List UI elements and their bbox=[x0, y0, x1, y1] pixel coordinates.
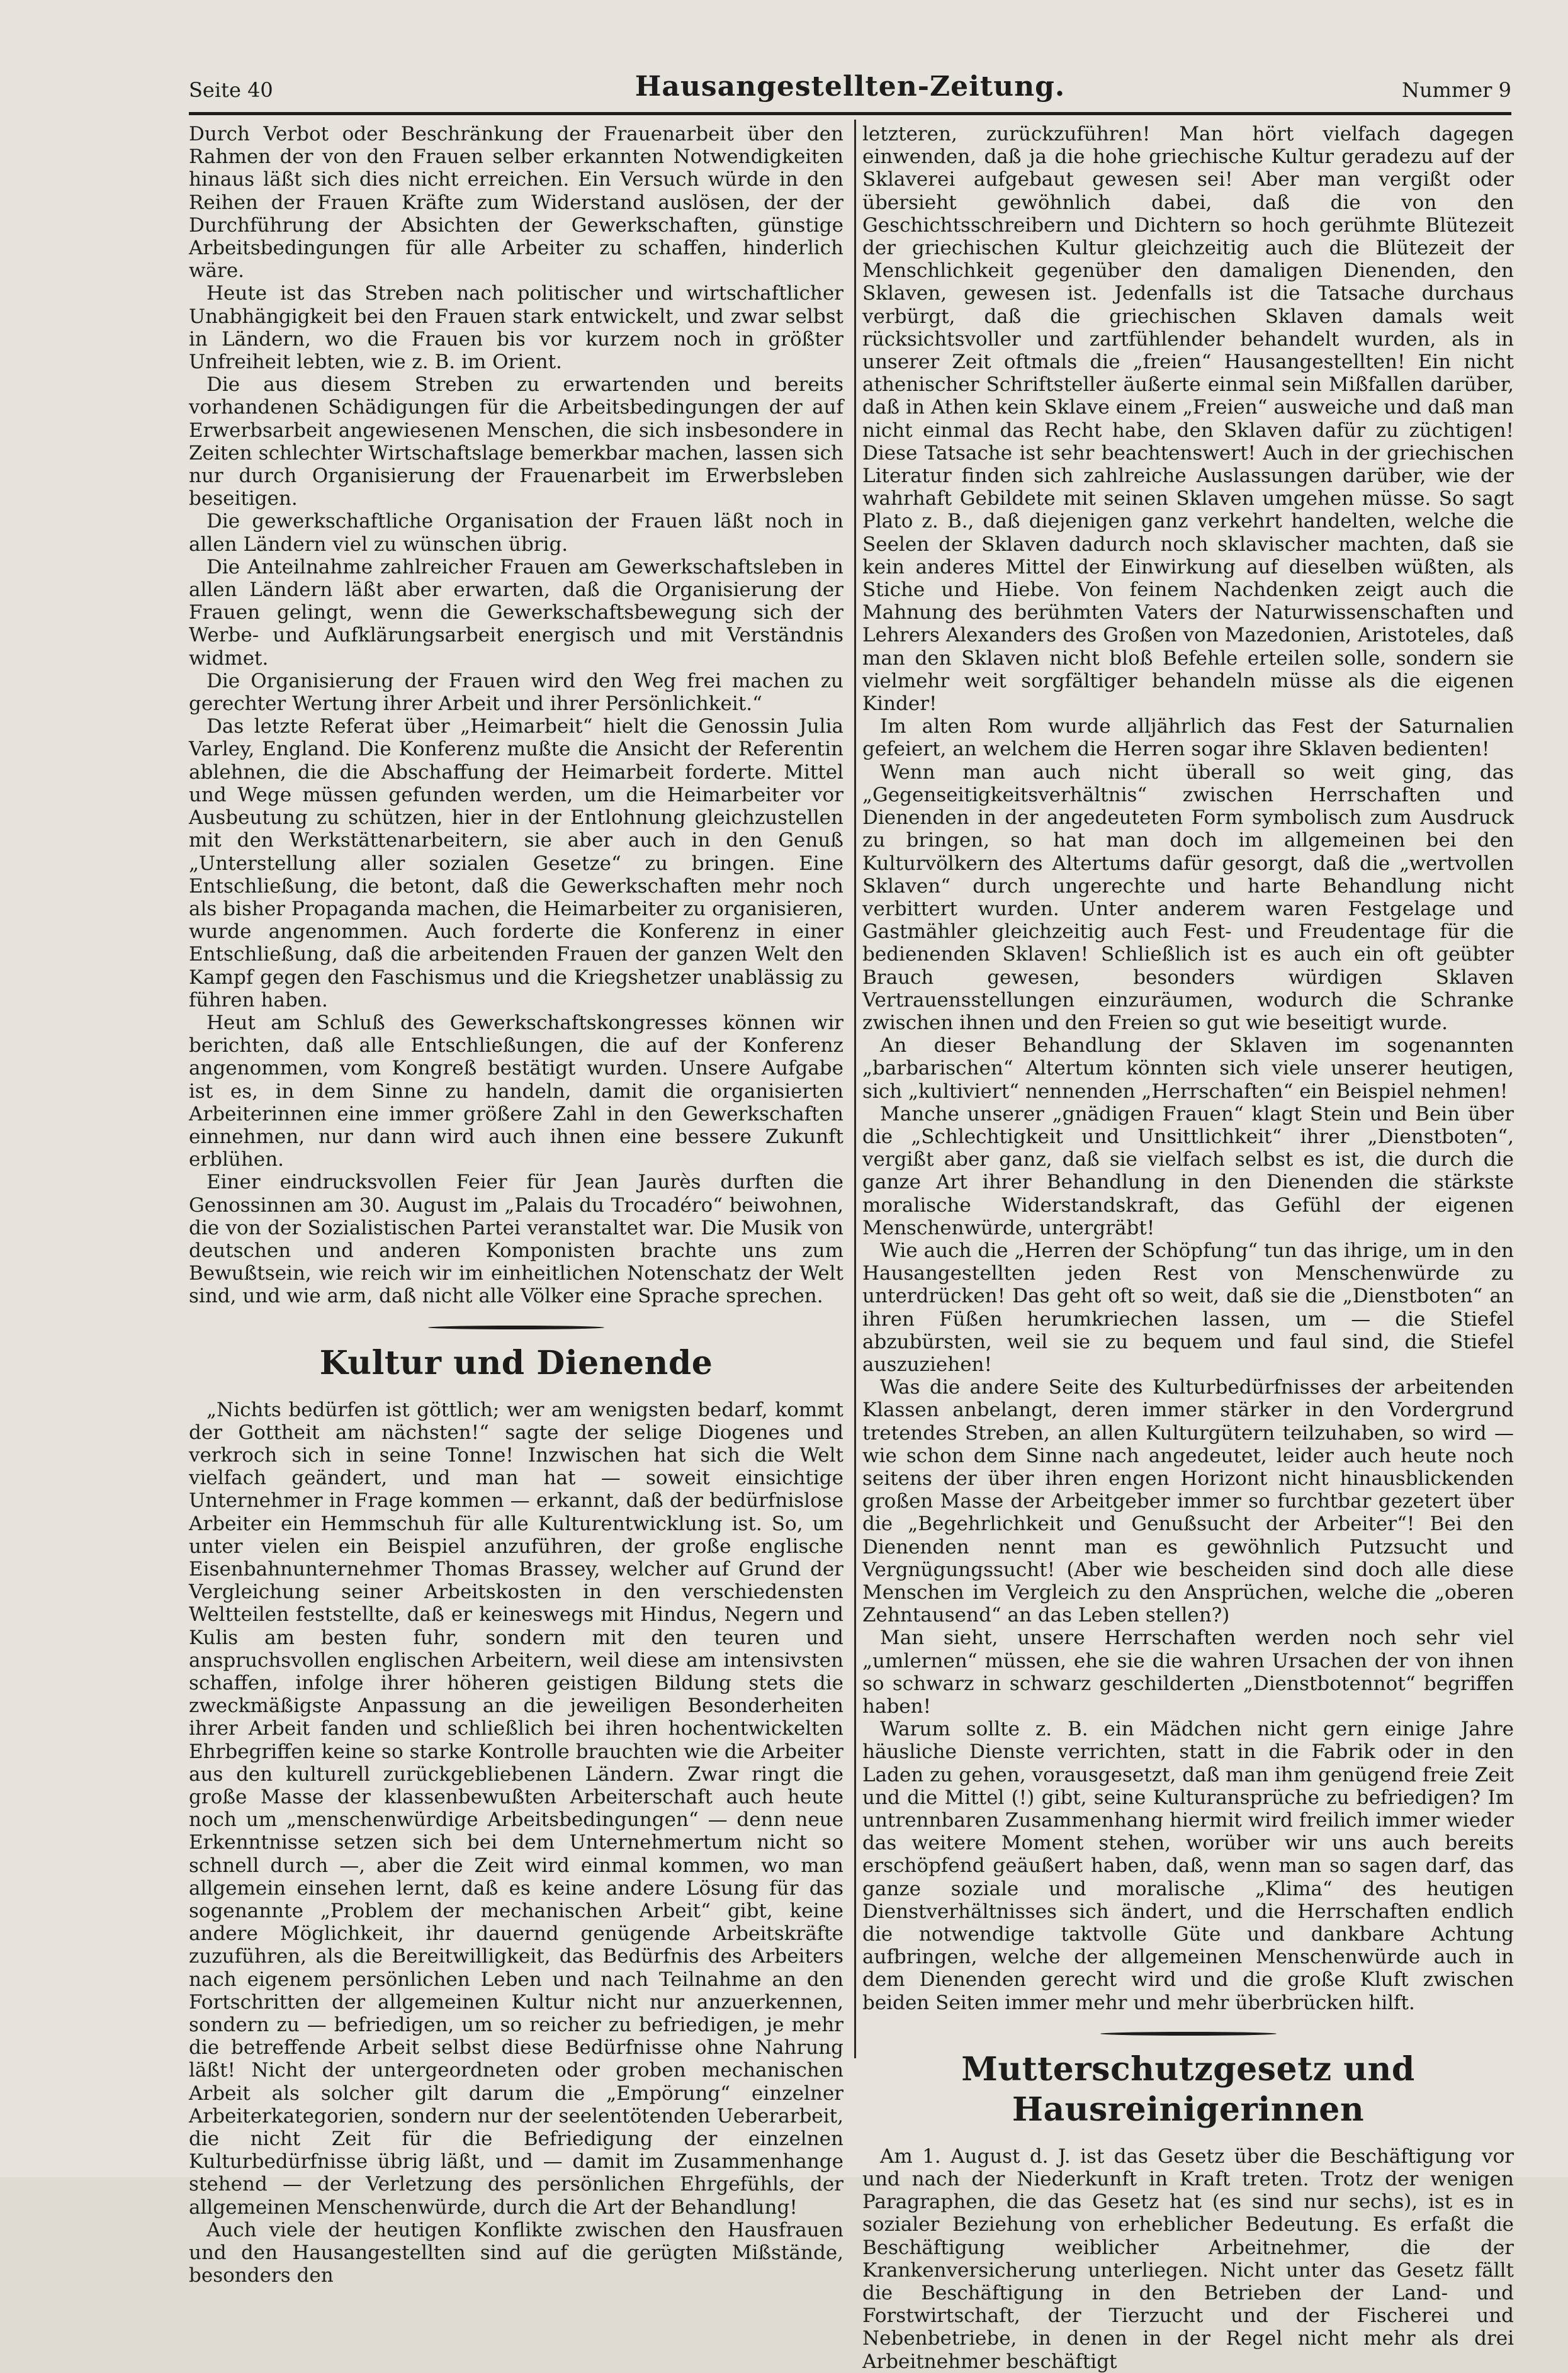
paragraph: Wenn man auch nicht überall so weit ging, das „Gegenseitigkeitsverhältnis“ zwischen Herrschaften und Dienenden in der angedeuteten Form symbolisch zum Ausdruck zu bringen, so hat man doch im allgemeinen bei den Kulturvölkern des Altertums dafür gesorgt, daß die „wertvollen Sklaven“ durch ungerechte und harte Behandlung nicht verbittert wurden. Unter anderem waren Festgelage und Gastmähler gleichzeitig auch Fest- und Freudentage für die bedienenden Sklaven! Schließlich ist es auch ein oft geübter Brauch gewesen, besonders würdigen Sklaven Vertrauensstellungen einzuräumen, wodurch die Schranke zwischen ihnen und den Freien so gut wie beseitigt wurde. bbox=[862, 760, 1514, 1034]
paragraph: Die Anteilnahme zahlreicher Frauen am Gewerkschaftsleben in allen Ländern läßt aber erwarten, daß die Organisierung der Frauen gelingt, wenn die Gewerkschaftsbewegung sich der Werbe- und Aufklärungsarbeit energisch und mit Verständnis widmet. bbox=[189, 555, 843, 670]
right-column bbox=[862, 123, 1514, 2373]
section-separator bbox=[428, 1326, 604, 1329]
left-column bbox=[189, 123, 843, 2287]
paragraph: Durch Verbot oder Beschränkung der Frauenarbeit über den Rahmen der von den Frauen selber erkannten Notwendigkeiten hinaus läßt sich dies nicht erreichen. Ein Versuch würde in den Reihen der Frauen Kräfte zum Widerstand auslösen, der der Durchführung der Absichten der Gewerkschaften, günstige Arbeitsbedingungen für alle Arbeiter zu schaffen, hinderlich wäre. bbox=[189, 123, 843, 283]
page-number: Seite 40 bbox=[189, 78, 273, 102]
header-rule bbox=[189, 112, 1511, 115]
section-title: Kultur und Dienende bbox=[319, 1343, 713, 1382]
paragraph: Im alten Rom wurde alljährlich das Fest der Saturnalien gefeiert, an welchem die Herren sogar ihre Sklaven bedienten! bbox=[862, 715, 1514, 761]
column-divider bbox=[854, 120, 856, 2058]
paragraph: „Nichts bedürfen ist göttlich; wer am wenigsten bedarf, kommt der Gottheit am nächsten!“ sagte der selige Diogenes und verkroch sich in seine Tonne! Inzwischen hat sich die Welt vielfach geändert, und man hat — soweit einsichtige Unternehmer in Frage kommen — erkannt, daß der bedürfnislose Arbeiter ein Hemmschuh für alle Kulturentwicklung ist. So, um unter vielen ein Beispiel anzuführen, der große englische Eisenbahnunternehmer Thomas Brassey, welcher auf Grund der Vergleichung seiner Arbeitskosten in den verschiedensten Weltteilen feststellte, daß er keineswegs mit Hindus, Negern und Kulis am besten fuhr, sondern mit den teuren und anspruchsvollen englischen Arbeitern, weil diese am intensivsten schaffen, infolge ihrer höheren geistigen Bildung stets die zweckmäßigste Anpassung an die jeweiligen Besonderheiten ihrer Arbeit fanden und schließlich bei ihren hochentwickelten Ehrbegriffen keine so starke Kontrolle brauchten wie die Arbeiter aus den kulturell zurückgebliebenen Ländern. Zwar ringt die große Masse der klassenbewußten Arbeiterschaft auch heute noch um „menschenwürdige Arbeitsbedingungen“ — denn neue Erkenntnisse setzen sich bei dem Unternehmertum nicht so schnell durch —, aber die Zeit wird einmal kommen, wo man allgemein einsehen lernt, daß es keine andere Lösung für das sogenannte „Problem der mechanischen Arbeit“ gibt, keine andere Möglichkeit, ihr dauernd genügende Arbeitskräfte zuzuführen, als die Bereitwilligkeit, das Bedürfnis des Arbeiters nach eigenem persönlichen Leben und nach Teilnahme an den Fortschritten der allgemeinen Kultur nicht nur anzuerkennen, sondern zu — befriedigen, um so reicher zu befriedigen, je mehr die betreffende Arbeit selbst diese Bedürfnisse ohne Nahrung läßt! Nicht der untergeordneten oder groben mechanischen Arbeit als solcher gilt darum die „Empörung“ einzelner Arbeiterkategorien, sondern nur der seelentötenden Ueberarbeit, die nicht Zeit für die Befriedigung der einzelnen Kulturbedürfnisse übrig läßt, und — damit im Zusammenhange stehend — der Verletzung des persönlichen Ehrgefühls, der allgemeinen Menschenwürde, durch die Art der Behandlung! bbox=[189, 1398, 843, 2219]
paragraph: Heut am Schluß des Gewerkschaftskongresses können wir berichten, daß alle Entschließungen, die auf der Konferenz angenommen, vom Kongreß bestätigt wurden. Unsere Aufgabe ist es, in dem Sinne zu handeln, damit die organisierten Arbeiterinnen eine immer größere Zahl in den Gewerkschaften einnehmen, nur dann wird auch ihnen eine bessere Zukunft erblühen. bbox=[189, 1011, 843, 1171]
section-separator bbox=[1100, 2032, 1277, 2036]
paragraph: Heute ist das Streben nach politischer und wirtschaftlicher Unabhängigkeit bei den Frauen stark entwickelt, und zwar selbst in Ländern, wo die Frauen bis vor kurzem noch in größter Unfreiheit lebten, wie z. B. im Orient. bbox=[189, 282, 843, 374]
newspaper-title: Hausangestellten-Zeitung. bbox=[635, 70, 1066, 103]
paragraph: Auch viele der heutigen Konflikte zwischen den Hausfrauen und den Hausangestellten sind auf die gerügten Mißstände, besonders den bbox=[189, 2218, 843, 2287]
paragraph: Das letzte Referat über „Heimarbeit“ hielt die Genossin Julia Varley, England. Die Konferenz mußte die Ansicht der Referentin ablehnen, die die Abschaffung der Heimarbeit forderte. Mittel und Wege müssen gefunden werden, um die Heimarbeiter vor Ausbeutung zu schützen, hier in der Entlohnung gleichzustellen mit den Werkstättenarbeitern, sie aber auch in den Genuß „Unterstellung aller sozialen Gesetze“ zu bringen. Eine Entschließung, die betont, daß die Gewerkschaften mehr noch als bisher Propaganda machen, die Heimarbeiter zu organisieren, wurde angenommen. Auch forderte die Konferenz in einer Entschließung, daß die arbeitenden Frauen der ganzen Welt den Kampf gegen den Faschismus und die Kriegshetzer unablässig zu führen haben. bbox=[189, 715, 843, 1012]
paragraph: Manche unserer „gnädigen Frauen“ klagt Stein und Bein über die „Schlechtigkeit und Unsittlichkeit“ ihrer „Dienstboten“, vergißt aber ganz, daß sie vielfach selbst es ist, die durch die ganze Art ihrer Behandlung in den Dienenden die stärkste moralische Widerstandskraft, das Gefühl der eigenen Menschenwürde, untergräbt! bbox=[862, 1102, 1514, 1239]
paragraph: Die gewerkschaftliche Organisation der Frauen läßt noch in allen Ländern viel zu wünschen übrig. bbox=[189, 510, 843, 556]
paragraph: letzteren, zurückzuführen! Man hört vielfach dagegen einwenden, daß ja die hohe griechische Kultur geradezu auf der Sklaverei aufgebaut gewesen sei! Aber man vergißt oder übersieht gewöhnlich dabei, daß die von den Geschichtsschreibern und Dichtern so hoch gerühmte Blütezeit der griechischen Kultur gleichzeitig auch die Blütezeit der Menschlichkeit gegenüber den damaligen Dienenden, den Sklaven, gewesen ist. Jedenfalls ist die Tatsache durchaus verbürgt, daß die griechischen Sklaven damals weit rücksichtsvoller und zartfühlender behandelt wurden, als in unserer Zeit oftmals die „freien“ Hausangestellten! Ein nicht athenischer Schriftsteller äußerte einmal sein Mißfallen darüber, daß in Athen kein Sklave einem „Freien“ ausweiche und daß man nicht einmal das Recht habe, den Sklaven dafür zu züchtigen! Diese Tatsache ist sehr beachtenswert! Auch in der griechischen Literatur finden sich zahlreiche Auslassungen darüber, wie der wahrhaft Gebildete mit seinen Sklaven umgehen müsse. So sagt Plato z. B., daß diejenigen ganz verkehrt handelten, welche die Seelen der Sklaven dadurch noch sklavischer machten, daß sie kein anderes Mittel der Einwirkung auf dieselben wüßten, als Stiche und Hiebe. Von feinem Nachdenken zeigt auch die Mahnung des berühmten Vaters der Naturwissenschaften und Lehrers Alexanders des Großen von Mazedonien, Aristoteles, daß man den Sklaven nicht bloß Befehle erteilen solle, sondern sie vielmehr weit sorgfältiger behandeln müsse als die eigenen Kinder! bbox=[862, 123, 1514, 716]
paragraph: Man sieht, unsere Herrschaften werden noch sehr viel „umlernen“ müssen, ehe sie die wahren Ursachen der von ihnen so schwarz in schwarz geschilderten „Dienstbotennot“ begriffen haben! bbox=[862, 1626, 1514, 1718]
paragraph: Die Organisierung der Frauen wird den Weg frei machen zu gerechter Wertung ihrer Arbeit und ihrer Persönlichkeit.“ bbox=[189, 669, 843, 716]
page-header bbox=[189, 70, 1511, 108]
paragraph: Am 1. August d. J. ist das Gesetz über die Beschäftigung vor und nach der Niederkunft in Kraft treten. Trotz der wenigen Paragraphen, die das Gesetz hat (es sind nur sechs), ist es in sozialer Beziehung von erheblicher Bedeutung. Es erfaßt die Beschäftigung weiblicher Arbeitnehmer, die der Krankenversicherung unterliegen. Nicht unter das Gesetz fällt die Beschäftigung in den Betrieben der Land- und Forstwirtschaft, der Tierzucht und der Fischerei und Nebenbetriebe, in denen in der Regel nicht mehr als drei Arbeitnehmer beschäftigt bbox=[862, 2145, 1514, 2373]
paragraph: Einer eindrucksvollen Feier für Jean Jaurès durften die Genossinnen am 30. August im „Palais du Trocadéro“ beiwohnen, die von der Sozialistischen Partei veranstaltet war. Die Musik von deutschen und anderen Komponisten brachte uns zum Bewußtsein, wie reich wir im einheitlichen Notenschatz der Welt sind, und wie arm, daß nicht alle Völker eine Sprache sprechen. bbox=[189, 1171, 843, 1308]
paragraph: Was die andere Seite des Kulturbedürfnisses der arbeitenden Klassen anbelangt, deren immer stärker in den Vordergrund tretendes Streben, an allen Kulturgütern teilzuhaben, so wird — wie schon dem Sinne nach angedeutet, leider auch heute noch seitens der über ihren engen Horizont nicht hinausblickenden großen Masse der Arbeitgeber immer so furchtbar gezetert über die „Begehrlichkeit und Genußsucht der Arbeiter“! Bei den Dienenden nennt man es gewöhnlich Putzsucht und Vergnügungssucht! (Aber wie bescheiden sind doch alle diese Menschen im Vergleich zu den Ansprüchen, welche die „oberen Zehntausend“ an das Leben stellen?) bbox=[862, 1376, 1514, 1627]
paragraph: An dieser Behandlung der Sklaven im sogenannten „barbarischen“ Altertum könnten sich viele unserer heutigen, sich „kultiviert“ nennenden „Herrschaften“ ein Beispiel nehmen! bbox=[862, 1034, 1514, 1103]
section-title: Mutterschutzgesetz und Hausreinigerinnen bbox=[961, 2049, 1415, 2129]
paragraph: Wie auch die „Herren der Schöpfung“ tun das ihrige, um in den Hausangestellten jeden Rest von Menschenwürde zu unterdrücken! Das geht oft so weit, daß sie die „Dienstboten“ an ihren Füßen herumkriechen lassen, um — die Stiefel abzubürsten, weil sie zu bequem und faul sind, die Stiefel auszuziehen! bbox=[862, 1239, 1514, 1376]
paragraph: Warum sollte z. B. ein Mädchen nicht gern einige Jahre häusliche Dienste verrichten, statt in die Fabrik oder in den Laden zu gehen, vorausgesetzt, daß man ihm genügend freie Zeit und die Mittel (!) gibt, seine Kulturansprüche zu befriedigen? Im untrennbaren Zusammenhang hiermit wird freilich immer wieder das weitere Moment stehen, worüber wir uns auch bereits erschöpfend geäußert haben, daß, wenn man so sagen darf, das ganze soziale und moralische „Klima“ des heutigen Dienstverhältnisses sich ändert, und die Herrschaften endlich die notwendige taktvolle Güte und dankbare Achtung aufbringen, welche der allgemeinen Menschenwürde auch in dem Dienenden gerecht wird und die große Kluft zwischen beiden Seiten immer mehr und mehr überbrücken hilft. bbox=[862, 1718, 1514, 2014]
issue-number: Nummer 9 bbox=[1401, 78, 1511, 102]
paragraph: Die aus diesem Streben zu erwartenden und bereits vorhandenen Schädigungen für die Arbeitsbedingungen der auf Erwerbsarbeit angewiesenen Menschen, die sich insbesondere in Zeiten schlechter Wirtschaftslage bemerkbar machen, lassen sich nur durch Organisierung der Frauenarbeit im Erwerbsleben beseitigen. bbox=[189, 373, 843, 510]
